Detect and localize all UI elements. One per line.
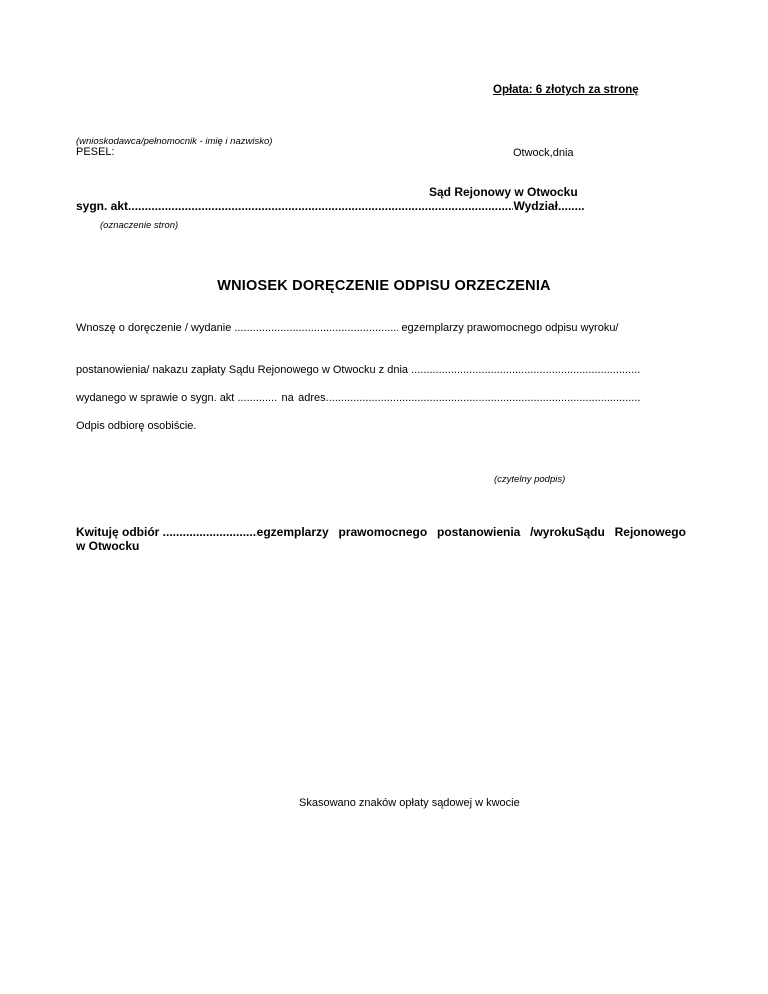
receipt-word-3: prawomocnego [338,525,428,539]
court-name: Sąd Rejonowy w Otwocku [429,185,578,199]
fee-note: Opłata: 6 złotych za stronę [493,84,639,96]
applicant-label: (wnioskodawca/pełnomocnik - imię i nazwisko) [76,136,273,147]
line2-dots [411,364,640,376]
body-line-2 [76,364,640,376]
wydzial-dots [558,199,584,213]
signature-label: (czytelny podpis) [494,474,566,485]
receipt-word-2: egzemplarzy [256,525,329,539]
line3-adres: adres [298,392,326,404]
document-title: WNIOSEK DORĘCZENIE ODPISU ORZECZENIA [217,278,551,294]
line3-na: na [281,392,294,404]
receipt-line-2: w Otwocku [76,539,140,553]
line2-start: postanowienia/ nakazu zapłaty Sądu Rejonowego w Otwocku z dnia [76,364,409,376]
receipt-row [76,525,686,539]
body-line-1 [76,322,640,334]
receipt-dots [163,525,257,539]
line3-sygn-dots [237,392,278,404]
receipt-word-6: Rejonowego [614,525,686,539]
sygn-label: sygn. akt [76,199,129,213]
wydzial-label: Wydział [513,199,558,213]
receipt-word-1: Kwituję odbiór [76,525,160,539]
body-line-3 [76,392,640,404]
place-date: Otwock,dnia [513,147,574,159]
line1-start: Wnoszę o doręczenie / wydanie [76,322,232,334]
stamp-note: Skasowano znaków opłaty sądowej w kwocie [299,797,520,809]
case-signature-row [76,199,584,213]
line1-end: egzemplarzy prawomocnego odpisu wyroku/ [401,322,619,334]
pesel-label: PESEL: [76,146,115,158]
receipt-word-4: postanowienia [436,525,521,539]
receipt-word-5: /wyrokuSądu [530,525,605,539]
line1-dots [234,322,398,334]
sygn-dots [128,199,513,213]
line3-adres-dots [326,392,640,404]
parties-label: (oznaczenie stron) [100,220,179,231]
body-line-4: Odpis odbiorę osobiście. [76,420,197,432]
line3-start: wydanego w sprawie o sygn. akt [76,392,235,404]
receipt-start [76,525,329,539]
